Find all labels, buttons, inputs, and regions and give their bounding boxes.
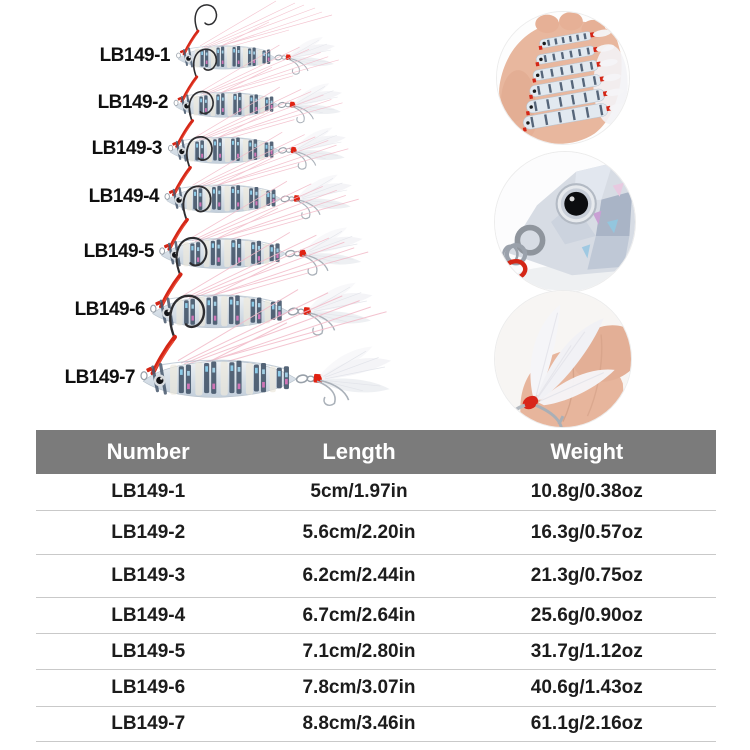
assist-hook-icon — [170, 296, 204, 339]
table-cell: LB149-6 — [111, 677, 186, 698]
lure-label: LB149-6 — [74, 299, 145, 320]
assist-hook-icon — [184, 186, 211, 221]
lure-label: LB149-7 — [64, 367, 135, 388]
table-header-cell: Number — [106, 439, 190, 464]
table-cell: 6.2cm/2.44in — [302, 565, 416, 586]
assist-hook-icon — [195, 5, 216, 32]
table-cell: 7.1cm/2.80in — [302, 640, 416, 662]
lure-graphic — [129, 288, 398, 426]
table-cell: 16.3g/0.57oz — [530, 521, 643, 543]
table-row — [36, 555, 716, 598]
table-row — [36, 511, 716, 555]
assist-hook-icon — [189, 92, 213, 122]
table-row — [36, 707, 716, 742]
spec-table — [36, 430, 716, 742]
table-header-cell: Weight — [550, 439, 624, 464]
table-cell: 61.1g/2.16oz — [530, 713, 643, 734]
table-cell: 40.6g/1.43oz — [530, 677, 643, 698]
lure-label: LB149-2 — [97, 92, 168, 113]
photo-hand-holding-lure-set — [496, 11, 630, 145]
lure-label: LB149-4 — [88, 186, 159, 207]
table-row — [36, 474, 716, 511]
table-row — [36, 598, 716, 634]
assist-hook-icon — [187, 136, 212, 168]
assist-hook-icon — [194, 49, 217, 78]
feather-tail — [320, 347, 391, 393]
table-row — [36, 634, 716, 670]
table-cell: LB149-7 — [111, 713, 186, 734]
assist-hook-icon — [177, 238, 207, 276]
table-cell: 25.6g/0.90oz — [530, 604, 643, 626]
table-cell: LB149-2 — [111, 521, 186, 543]
tail-ring — [296, 375, 308, 384]
photo-feather-treble-hook-closeup — [494, 290, 632, 428]
table-body — [36, 474, 716, 742]
table-cell: LB149-4 — [111, 604, 186, 626]
table-cell: LB149-5 — [111, 640, 186, 662]
table-cell: 31.7g/1.12oz — [530, 640, 643, 662]
table-header — [36, 430, 716, 474]
table-cell: 7.8cm/3.07in — [302, 677, 416, 698]
lure-label: LB149-3 — [91, 138, 162, 159]
lure-label: LB149-1 — [99, 45, 170, 66]
table-cell: 21.3g/0.75oz — [530, 565, 643, 586]
table-header-cell: Length — [322, 439, 396, 464]
table-cell: 10.8g/0.38oz — [530, 481, 643, 502]
table-cell: LB149-3 — [111, 565, 186, 586]
table-cell: 6.7cm/2.64in — [302, 604, 416, 626]
nose-ring — [141, 372, 147, 380]
lure-label: LB149-5 — [83, 241, 154, 262]
table-row — [36, 670, 716, 707]
table-cell: 5.6cm/2.20in — [302, 521, 416, 543]
table-cell: LB149-1 — [111, 481, 186, 502]
photo-lure-head-eye-closeup — [494, 151, 636, 293]
table-cell: 5cm/1.97in — [310, 481, 408, 502]
table-cell: 8.8cm/3.46in — [302, 713, 416, 734]
